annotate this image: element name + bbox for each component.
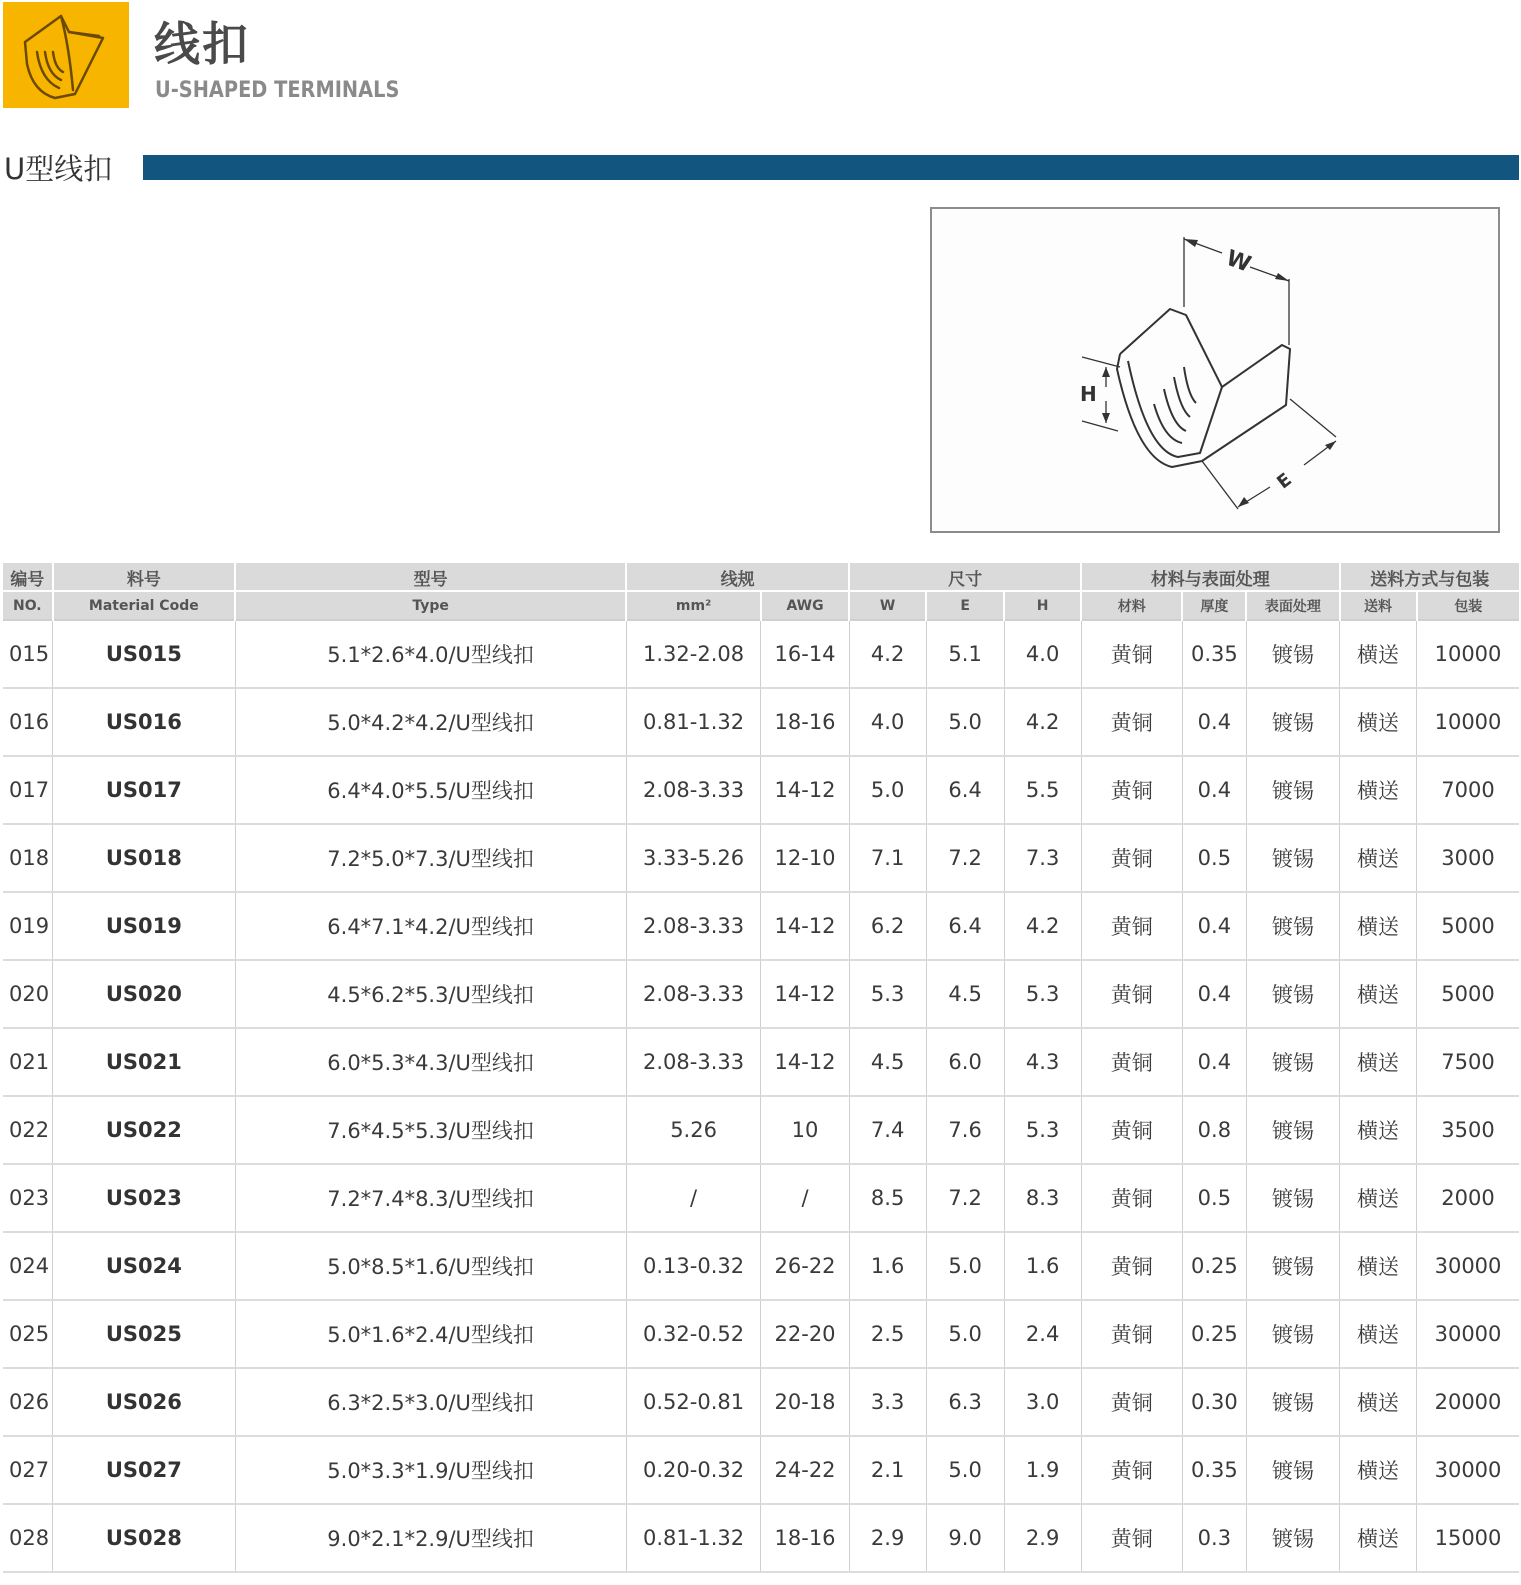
section-divider-bar <box>143 155 1519 180</box>
cell-surface: 镀锡 <box>1246 892 1339 960</box>
table-row <box>3 960 1519 1028</box>
cell-mm2: 1.32-2.08 <box>626 620 761 688</box>
cell-thickness: 0.5 <box>1182 824 1246 892</box>
cell-mm2: 5.26 <box>626 1096 761 1164</box>
cell-h: 1.6 <box>1004 1232 1081 1300</box>
cell-feed: 横送 <box>1340 892 1417 960</box>
header-material-group: 材料与表面处理 <box>1081 563 1339 591</box>
cell-w: 4.5 <box>849 1028 926 1096</box>
cell-h: 4.3 <box>1004 1028 1081 1096</box>
cell-e: 5.1 <box>926 620 1004 688</box>
cell-mm2: 0.81-1.32 <box>626 1504 761 1572</box>
cell-type: 4.5*6.2*5.3/U型线扣 <box>235 960 626 1028</box>
cell-feed: 横送 <box>1340 1028 1417 1096</box>
cell-thickness: 0.25 <box>1182 1300 1246 1368</box>
cell-e: 6.4 <box>926 892 1004 960</box>
cell-feed: 横送 <box>1340 960 1417 1028</box>
table-row <box>3 1232 1519 1300</box>
cell-pack: 5000 <box>1417 960 1519 1028</box>
cell-thickness: 0.4 <box>1182 1028 1246 1096</box>
cell-material: 黄铜 <box>1081 1368 1182 1436</box>
cell-type: 7.2*7.4*8.3/U型线扣 <box>235 1164 626 1232</box>
cell-no: 025 <box>3 1300 53 1368</box>
table-row <box>3 892 1519 960</box>
cell-no: 028 <box>3 1504 53 1572</box>
header-size: 尺寸 <box>849 563 1081 591</box>
table-sub-header-row <box>3 591 1519 620</box>
cell-mm2: 2.08-3.33 <box>626 1028 761 1096</box>
cell-no: 020 <box>3 960 53 1028</box>
cell-feed: 横送 <box>1340 1096 1417 1164</box>
cell-mm2: 3.33-5.26 <box>626 824 761 892</box>
table-row <box>3 1164 1519 1232</box>
header-mm2: mm² <box>626 591 761 620</box>
cell-pack: 2000 <box>1417 1164 1519 1232</box>
section-title: U型线扣 <box>4 152 113 186</box>
cell-thickness: 0.35 <box>1182 1436 1246 1504</box>
cell-e: 7.2 <box>926 824 1004 892</box>
cell-material-code: US017 <box>53 756 235 824</box>
cell-surface: 镀锡 <box>1246 1504 1339 1572</box>
cell-mm2: 2.08-3.33 <box>626 892 761 960</box>
cell-feed: 横送 <box>1340 1504 1417 1572</box>
cell-e: 5.0 <box>926 1300 1004 1368</box>
header-type: Type <box>235 591 626 620</box>
table-row <box>3 1300 1519 1368</box>
cell-awg: 14-12 <box>761 1028 849 1096</box>
cell-e: 6.3 <box>926 1368 1004 1436</box>
cell-material: 黄铜 <box>1081 688 1182 756</box>
cell-surface: 镀锡 <box>1246 1028 1339 1096</box>
cell-h: 2.4 <box>1004 1300 1081 1368</box>
header-no: NO. <box>3 591 53 620</box>
dimension-diagram <box>930 207 1500 533</box>
cell-feed: 横送 <box>1340 620 1417 688</box>
cell-h: 4.2 <box>1004 688 1081 756</box>
cell-e: 5.0 <box>926 1232 1004 1300</box>
cell-material-code: US024 <box>53 1232 235 1300</box>
cell-pack: 3000 <box>1417 824 1519 892</box>
cell-thickness: 0.4 <box>1182 756 1246 824</box>
header-packing-group: 送料方式与包装 <box>1340 563 1519 591</box>
cell-thickness: 0.30 <box>1182 1368 1246 1436</box>
cell-awg: 10 <box>761 1096 849 1164</box>
cell-type: 7.2*5.0*7.3/U型线扣 <box>235 824 626 892</box>
header-material-code: Material Code <box>53 591 235 620</box>
table-row <box>3 620 1519 688</box>
cell-surface: 镀锡 <box>1246 1164 1339 1232</box>
cell-material-code: US019 <box>53 892 235 960</box>
cell-w: 7.4 <box>849 1096 926 1164</box>
cell-no: 019 <box>3 892 53 960</box>
cell-awg: 18-16 <box>761 1504 849 1572</box>
cell-mm2: 2.08-3.33 <box>626 756 761 824</box>
cell-pack: 30000 <box>1417 1436 1519 1504</box>
page-subtitle: U-SHAPED TERMINALS <box>155 78 400 103</box>
cell-thickness: 0.25 <box>1182 1232 1246 1300</box>
header-material: 材料 <box>1081 591 1182 620</box>
cell-surface: 镀锡 <box>1246 1096 1339 1164</box>
header-pack: 包装 <box>1417 591 1519 620</box>
cell-awg: 14-12 <box>761 892 849 960</box>
cell-feed: 横送 <box>1340 1368 1417 1436</box>
cell-mm2: 0.32-0.52 <box>626 1300 761 1368</box>
cell-surface: 镀锡 <box>1246 1300 1339 1368</box>
table-row <box>3 1096 1519 1164</box>
cell-w: 4.2 <box>849 620 926 688</box>
cell-no: 017 <box>3 756 53 824</box>
cell-e: 7.6 <box>926 1096 1004 1164</box>
cell-type: 9.0*2.1*2.9/U型线扣 <box>235 1504 626 1572</box>
cell-mm2: 0.81-1.32 <box>626 688 761 756</box>
table-row <box>3 824 1519 892</box>
table-row <box>3 1504 1519 1572</box>
cell-material: 黄铜 <box>1081 1232 1182 1300</box>
cell-material-code: US015 <box>53 620 235 688</box>
cell-material: 黄铜 <box>1081 824 1182 892</box>
cell-material: 黄铜 <box>1081 960 1182 1028</box>
cell-type: 5.0*4.2*4.2/U型线扣 <box>235 688 626 756</box>
cell-mm2: 2.08-3.33 <box>626 960 761 1028</box>
cell-surface: 镀锡 <box>1246 1436 1339 1504</box>
cell-thickness: 0.3 <box>1182 1504 1246 1572</box>
cell-mm2: 0.20-0.32 <box>626 1436 761 1504</box>
cell-w: 3.3 <box>849 1368 926 1436</box>
cell-h: 5.3 <box>1004 960 1081 1028</box>
table-row <box>3 1028 1519 1096</box>
cell-mm2: / <box>626 1164 761 1232</box>
cell-feed: 横送 <box>1340 756 1417 824</box>
cell-awg: 12-10 <box>761 824 849 892</box>
cell-material: 黄铜 <box>1081 1300 1182 1368</box>
cell-mm2: 0.13-0.32 <box>626 1232 761 1300</box>
cell-awg: / <box>761 1164 849 1232</box>
cell-w: 2.1 <box>849 1436 926 1504</box>
header-code-cn: 料号 <box>53 563 235 591</box>
cell-material-code: US016 <box>53 688 235 756</box>
cell-no: 026 <box>3 1368 53 1436</box>
cell-no: 021 <box>3 1028 53 1096</box>
cell-awg: 14-12 <box>761 960 849 1028</box>
cell-type: 6.3*2.5*3.0/U型线扣 <box>235 1368 626 1436</box>
header-e: E <box>926 591 1004 620</box>
cell-surface: 镀锡 <box>1246 688 1339 756</box>
cell-material-code: US022 <box>53 1096 235 1164</box>
cell-e: 6.0 <box>926 1028 1004 1096</box>
category-logo <box>3 2 129 108</box>
cell-e: 7.2 <box>926 1164 1004 1232</box>
dimension-label-w: W <box>1222 245 1255 278</box>
cell-type: 6.0*5.3*4.3/U型线扣 <box>235 1028 626 1096</box>
header-no-cn: 编号 <box>3 563 53 591</box>
cell-material-code: US026 <box>53 1368 235 1436</box>
cell-no: 022 <box>3 1096 53 1164</box>
cell-awg: 16-14 <box>761 620 849 688</box>
cell-material: 黄铜 <box>1081 620 1182 688</box>
table-row <box>3 688 1519 756</box>
cell-surface: 镀锡 <box>1246 960 1339 1028</box>
cell-thickness: 0.4 <box>1182 892 1246 960</box>
cell-h: 4.0 <box>1004 620 1081 688</box>
cell-material: 黄铜 <box>1081 1504 1182 1572</box>
cell-material-code: US023 <box>53 1164 235 1232</box>
cell-h: 1.9 <box>1004 1436 1081 1504</box>
cell-w: 4.0 <box>849 688 926 756</box>
cell-material: 黄铜 <box>1081 1096 1182 1164</box>
cell-surface: 镀锡 <box>1246 824 1339 892</box>
cell-thickness: 0.35 <box>1182 620 1246 688</box>
cell-pack: 10000 <box>1417 620 1519 688</box>
cell-h: 5.3 <box>1004 1096 1081 1164</box>
cell-type: 5.0*1.6*2.4/U型线扣 <box>235 1300 626 1368</box>
cell-thickness: 0.8 <box>1182 1096 1246 1164</box>
cell-w: 2.5 <box>849 1300 926 1368</box>
cell-feed: 横送 <box>1340 688 1417 756</box>
cell-type: 6.4*7.1*4.2/U型线扣 <box>235 892 626 960</box>
cell-w: 1.6 <box>849 1232 926 1300</box>
cell-e: 5.0 <box>926 688 1004 756</box>
cell-awg: 18-16 <box>761 688 849 756</box>
cell-thickness: 0.4 <box>1182 688 1246 756</box>
cell-type: 5.0*8.5*1.6/U型线扣 <box>235 1232 626 1300</box>
cell-thickness: 0.5 <box>1182 1164 1246 1232</box>
header-awg: AWG <box>761 591 849 620</box>
cell-surface: 镀锡 <box>1246 1232 1339 1300</box>
cell-mm2: 0.52-0.81 <box>626 1368 761 1436</box>
header-thickness: 厚度 <box>1182 591 1246 620</box>
cell-h: 8.3 <box>1004 1164 1081 1232</box>
header-feed: 送料 <box>1340 591 1417 620</box>
cell-awg: 20-18 <box>761 1368 849 1436</box>
cell-h: 5.5 <box>1004 756 1081 824</box>
cell-type: 5.0*3.3*1.9/U型线扣 <box>235 1436 626 1504</box>
u-terminal-drawing <box>932 209 1498 531</box>
cell-thickness: 0.4 <box>1182 960 1246 1028</box>
cell-type: 6.4*4.0*5.5/U型线扣 <box>235 756 626 824</box>
cell-material: 黄铜 <box>1081 1164 1182 1232</box>
cell-no: 027 <box>3 1436 53 1504</box>
cell-no: 023 <box>3 1164 53 1232</box>
header-w: W <box>849 591 926 620</box>
cell-e: 5.0 <box>926 1436 1004 1504</box>
cell-w: 7.1 <box>849 824 926 892</box>
cell-e: 4.5 <box>926 960 1004 1028</box>
cell-w: 6.2 <box>849 892 926 960</box>
cell-feed: 横送 <box>1340 1232 1417 1300</box>
cell-material: 黄铜 <box>1081 756 1182 824</box>
cell-material-code: US027 <box>53 1436 235 1504</box>
cell-awg: 22-20 <box>761 1300 849 1368</box>
cell-material-code: US021 <box>53 1028 235 1096</box>
cell-feed: 横送 <box>1340 1164 1417 1232</box>
cell-awg: 14-12 <box>761 756 849 824</box>
dimension-label-e: E <box>1273 469 1296 494</box>
cell-pack: 10000 <box>1417 688 1519 756</box>
table-row <box>3 756 1519 824</box>
cell-w: 5.0 <box>849 756 926 824</box>
cell-no: 016 <box>3 688 53 756</box>
cell-feed: 横送 <box>1340 824 1417 892</box>
cell-material-code: US018 <box>53 824 235 892</box>
cell-no: 015 <box>3 620 53 688</box>
table-row <box>3 1436 1519 1504</box>
cell-w: 5.3 <box>849 960 926 1028</box>
cell-material: 黄铜 <box>1081 892 1182 960</box>
cell-e: 6.4 <box>926 756 1004 824</box>
cell-h: 3.0 <box>1004 1368 1081 1436</box>
u-terminal-icon <box>3 2 129 108</box>
cell-pack: 7500 <box>1417 1028 1519 1096</box>
cell-surface: 镀锡 <box>1246 756 1339 824</box>
cell-material-code: US028 <box>53 1504 235 1572</box>
cell-no: 018 <box>3 824 53 892</box>
cell-awg: 24-22 <box>761 1436 849 1504</box>
cell-surface: 镀锡 <box>1246 620 1339 688</box>
header-h: H <box>1004 591 1081 620</box>
cell-material-code: US020 <box>53 960 235 1028</box>
header-surface: 表面处理 <box>1246 591 1339 620</box>
cell-pack: 5000 <box>1417 892 1519 960</box>
cell-surface: 镀锡 <box>1246 1368 1339 1436</box>
cell-pack: 3500 <box>1417 1096 1519 1164</box>
cell-pack: 20000 <box>1417 1368 1519 1436</box>
cell-feed: 横送 <box>1340 1300 1417 1368</box>
cell-no: 024 <box>3 1232 53 1300</box>
cell-feed: 横送 <box>1340 1436 1417 1504</box>
cell-material: 黄铜 <box>1081 1436 1182 1504</box>
table-group-header-row <box>3 563 1519 591</box>
cell-pack: 30000 <box>1417 1232 1519 1300</box>
cell-h: 4.2 <box>1004 892 1081 960</box>
cell-pack: 7000 <box>1417 756 1519 824</box>
cell-type: 5.1*2.6*4.0/U型线扣 <box>235 620 626 688</box>
cell-pack: 15000 <box>1417 1504 1519 1572</box>
cell-awg: 26-22 <box>761 1232 849 1300</box>
cell-pack: 30000 <box>1417 1300 1519 1368</box>
table-row <box>3 1368 1519 1436</box>
cell-type: 7.6*4.5*5.3/U型线扣 <box>235 1096 626 1164</box>
spec-table <box>3 563 1519 1573</box>
dimension-label-h: H <box>1080 382 1097 406</box>
cell-h: 7.3 <box>1004 824 1081 892</box>
header-gauge: 线规 <box>626 563 849 591</box>
cell-h: 2.9 <box>1004 1504 1081 1572</box>
cell-material-code: US025 <box>53 1300 235 1368</box>
cell-e: 9.0 <box>926 1504 1004 1572</box>
cell-material: 黄铜 <box>1081 1028 1182 1096</box>
header-type-cn: 型号 <box>235 563 626 591</box>
cell-w: 2.9 <box>849 1504 926 1572</box>
page-title: 线扣 <box>154 17 250 71</box>
cell-w: 8.5 <box>849 1164 926 1232</box>
